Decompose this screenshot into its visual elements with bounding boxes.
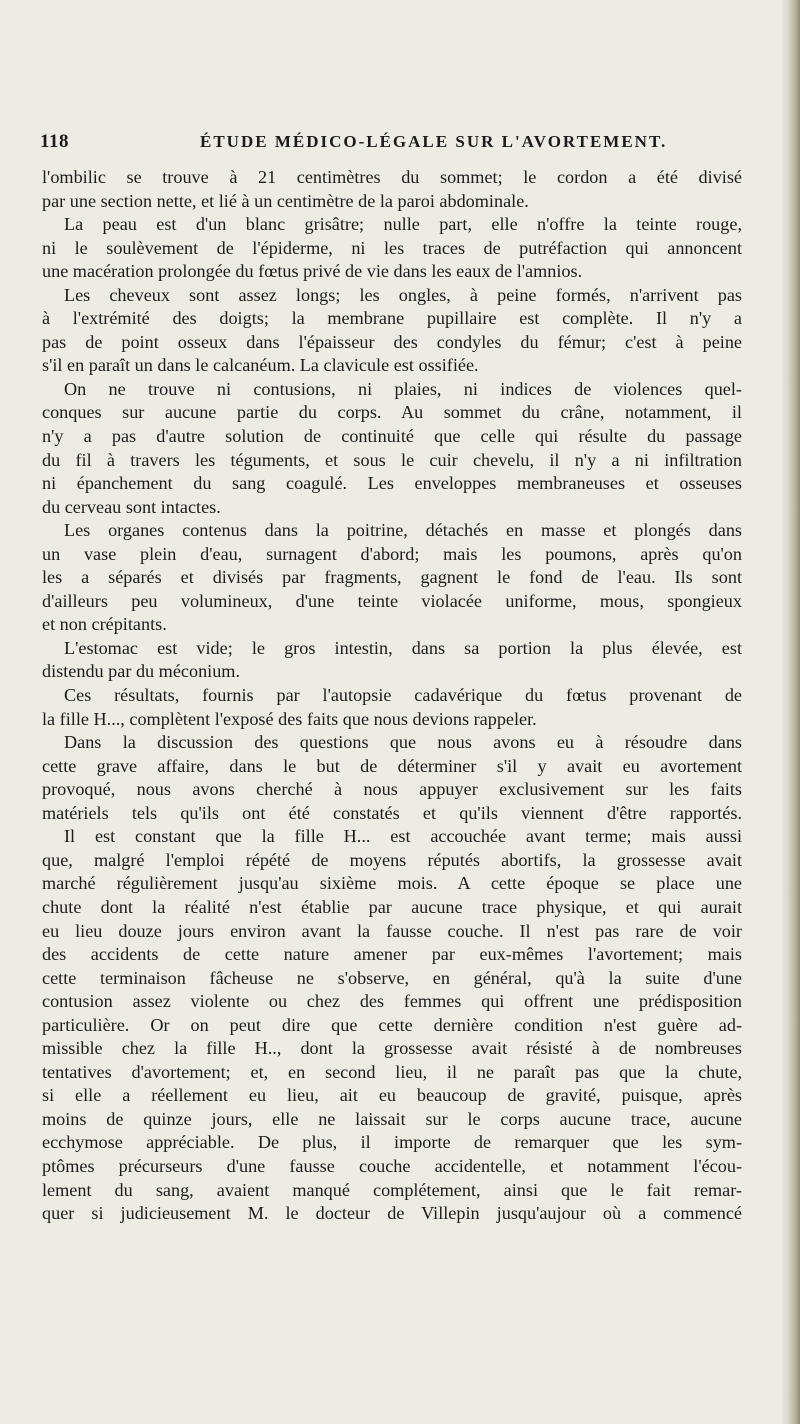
text-line: ni le soulèvement de l'épiderme, ni les traces de putréfaction qui annoncent xyxy=(42,237,742,258)
page-edge-shadow xyxy=(786,0,800,1424)
text-line: si elle a réellement eu lieu, ait eu beaucoup de gravité, puisque, après xyxy=(42,1085,742,1106)
text-line: cette terminaison fâcheuse ne s'observe, en général, qu'à la suite d'une xyxy=(42,967,742,988)
page-header xyxy=(40,131,744,157)
page-gutter-shade xyxy=(781,0,786,1424)
text-line: une macération prolongée du fœtus privé de vie dans les eaux de l'amnios. xyxy=(42,261,583,282)
text-line: moins de quinze jours, elle ne laissait sur le corps aucune trace, aucune xyxy=(42,1108,742,1129)
text-line: La peau est d'un blanc grisâtre; nulle part, elle n'offre la teinte rouge, xyxy=(64,214,742,235)
text-line: d'ailleurs peu volumineux, d'une teinte violacée uniforme, mous, spongieux xyxy=(42,590,742,611)
text-line: des accidents de cette nature amener par eux-mêmes l'avortement; mais xyxy=(42,944,742,965)
text-line: L'estomac est vide; le gros intestin, dans sa portion la plus élevée, est xyxy=(64,637,742,658)
text-line: distendu par du méconium. xyxy=(42,661,241,682)
text-line: contusion assez violente ou chez des femmes qui offrent une prédisposition xyxy=(42,991,742,1012)
text-line: du fil à travers les téguments, et sous le cuir chevelu, il n'y a ni infiltration xyxy=(42,449,742,470)
text-line: chute dont la réalité n'est établie par aucune trace physique, et qui aurait xyxy=(42,896,742,917)
text-line: conques sur aucune partie du corps. Au sommet du crâne, notamment, il xyxy=(42,402,742,423)
text-line: quer si judicieusement M. le docteur de Villepin jusqu'aujour où a commencé xyxy=(42,1203,742,1224)
text-line: et non crépitants. xyxy=(42,614,167,635)
text-line: marché régulièrement jusqu'au sixième mois. A cette époque se place une xyxy=(42,873,742,894)
text-line: eu lieu douze jours environ avant la fausse couche. Il n'est pas rare de voir xyxy=(42,920,742,941)
text-line: On ne trouve ni contusions, ni plaies, ni indices de violences quel- xyxy=(64,378,742,399)
body-text xyxy=(42,166,742,1226)
text-line: Il est constant que la fille H... est accouchée avant terme; mais aussi xyxy=(64,826,742,847)
text-line: provoqué, nous avons cherché à nous appuyer exclusivement sur les faits xyxy=(42,779,742,800)
running-head: ÉTUDE MÉDICO-LÉGALE SUR L'AVORTEMENT. xyxy=(200,132,668,151)
text-line: la fille H..., complètent l'exposé des faits que nous devions rappeler. xyxy=(42,708,537,729)
text-line: Les cheveux sont assez longs; les ongles, à peine formés, n'arrivent pas xyxy=(64,284,742,305)
text-line: s'il en paraît un dans le calcanéum. La clavicule est ossifiée. xyxy=(42,355,479,376)
text-line: n'y a pas d'autre solution de continuité que celle qui résulte du passage xyxy=(42,426,742,447)
text-line: particulière. Or on peut dire que cette dernière condition n'est guère ad- xyxy=(42,1014,742,1035)
page-number: 118 xyxy=(40,131,69,152)
text-line: du cerveau sont intactes. xyxy=(42,496,221,517)
text-line: ptômes précurseurs d'une fausse couche accidentelle, et notamment l'écou- xyxy=(42,1155,742,1176)
text-line: que, malgré l'emploi répété de moyens réputés abortifs, la grossesse avait xyxy=(42,849,742,870)
text-line: à l'extrémité des doigts; la membrane pupillaire est complète. Il n'y a xyxy=(42,308,742,329)
text-line: Ces résultats, fournis par l'autopsie cadavérique du fœtus provenant de xyxy=(64,685,742,706)
text-line: missible chez la fille H.., dont la grossesse avait résisté à de nombreuses xyxy=(42,1038,742,1059)
text-line: cette grave affaire, dans le but de déterminer s'il y avait eu avortement xyxy=(42,755,742,776)
text-line: ecchymose appréciable. De plus, il importe de remarquer que les sym- xyxy=(42,1132,742,1153)
text-line: tentatives d'avortement; et, en second lieu, il ne paraît pas que la chute, xyxy=(42,1061,742,1082)
text-line: Les organes contenus dans la poitrine, détachés en masse et plongés dans xyxy=(64,520,742,541)
text-line: matériels tels qu'ils ont été constatés et qu'ils viennent d'être rapportés. xyxy=(42,802,742,823)
text-line: lement du sang, avaient manqué complétement, ainsi que le fait remar- xyxy=(42,1179,742,1200)
text-line: un vase plein d'eau, surnagent d'abord; mais les poumons, après qu'on xyxy=(42,543,742,564)
text-line: l'ombilic se trouve à 21 centimètres du sommet; le cordon a été divisé xyxy=(42,167,742,187)
text-line: ni épanchement du sang coagulé. Les enveloppes membraneuses et osseuses xyxy=(42,473,742,494)
text-line: Dans la discussion des questions que nous avons eu à résoudre dans xyxy=(64,732,742,753)
text-line: par une section nette, et lié à un centimètre de la paroi abdominale. xyxy=(42,190,529,211)
text-line: les a séparés et divisés par fragments, gagnent le fond de l'eau. Ils sont xyxy=(42,567,742,588)
text-line: pas de point osseux dans l'épaisseur des condyles du fémur; c'est à peine xyxy=(42,331,742,352)
